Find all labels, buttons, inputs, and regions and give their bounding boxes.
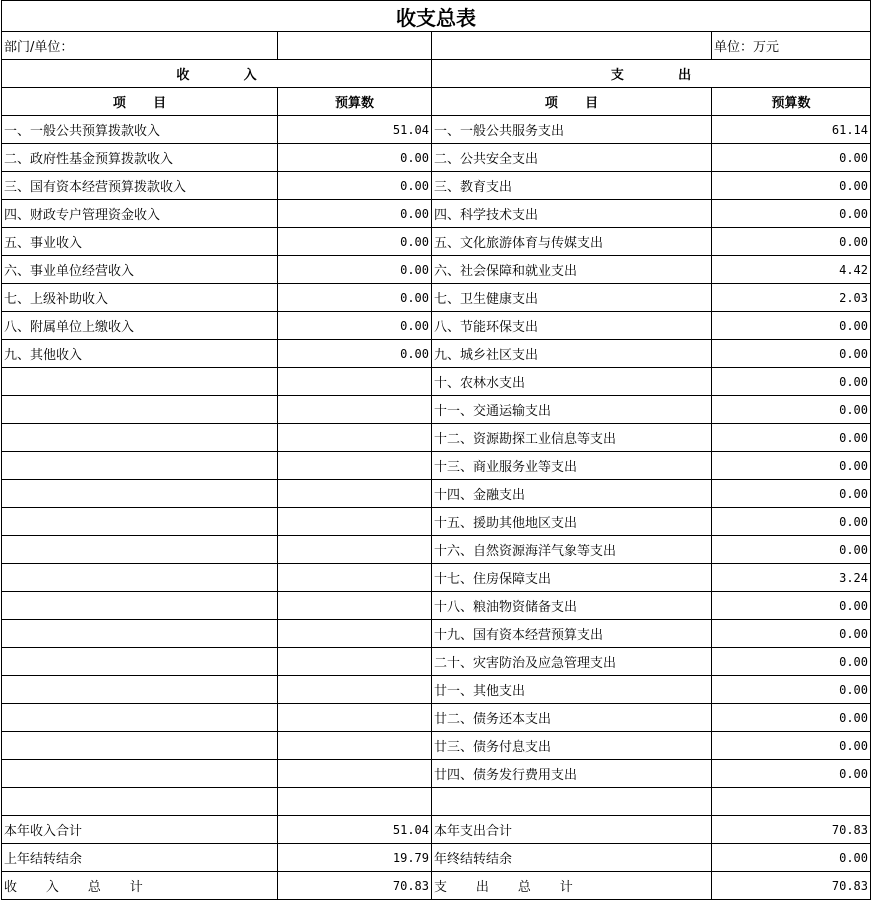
expense-item-value: 4.42 [712,256,871,284]
table-row [2,480,871,508]
table-row [2,396,871,424]
expense-item-label: 十五、援助其他地区支出 [432,508,712,536]
income-year-label [2,816,278,844]
income-item-label [2,396,278,424]
expense-item-label: 十七、住房保障支出 [432,564,712,592]
income-header [2,60,432,88]
total-row [2,816,871,844]
expense-header-text: 支 出 [610,68,692,83]
expense-item-label: 十四、金融支出 [432,480,712,508]
dept-label: 部门/单位： [2,32,278,60]
page-title: 收支总表 [2,1,871,32]
expense-item-label: 廿四、债务发行费用支出 [432,760,712,788]
table-row [2,284,871,312]
income-item-label [2,424,278,452]
year-end-value: 0.00 [712,844,871,872]
expense-item-value: 0.00 [712,704,871,732]
table-row [2,256,871,284]
expense-item-label: 十一、交通运输支出 [432,396,712,424]
income-item-label [2,760,278,788]
expense-item-value: 0.00 [712,760,871,788]
income-item-label [2,704,278,732]
table-row [2,704,871,732]
expense-total-label [432,872,712,900]
blank-cell [712,788,871,816]
income-item-value [278,648,432,676]
income-item-value [278,732,432,760]
table-row [2,452,871,480]
income-total-label [2,872,278,900]
table-row [2,564,871,592]
expense-budget-header: 预算数 [712,88,871,116]
expense-item-label: 二十、灾害防治及应急管理支出 [432,648,712,676]
expense-item-label: 四、科学技术支出 [432,200,712,228]
income-item-label [2,564,278,592]
expense-header [432,60,871,88]
expense-item-label: 六、社会保障和就业支出 [432,256,712,284]
income-total-value: 70.83 [278,872,432,900]
income-item-value [278,564,432,592]
income-budget-header: 预算数 [278,88,432,116]
dept-value [278,32,432,60]
income-item-value [278,480,432,508]
carryover-label [2,844,278,872]
income-item-value [278,620,432,648]
income-item-label: 一、一般公共预算拨款收入 [2,116,278,144]
expense-item-label: 三、教育支出 [432,172,712,200]
item-header-text: 项 目 [112,96,167,111]
expense-item-value: 0.00 [712,536,871,564]
income-item-label: 七、上级补助收入 [2,284,278,312]
income-item-label: 二、政府性基金预算拨款收入 [2,144,278,172]
income-item-value [278,508,432,536]
item-header-text: 项 目 [544,96,599,111]
income-item-label: 六、事业单位经营收入 [2,256,278,284]
income-item-label: 四、财政专户管理资金收入 [2,200,278,228]
income-item-label [2,536,278,564]
expense-total-text: 支 出 总 计 [434,880,573,895]
carryover-text: 上年结转结余 [4,852,83,867]
expense-item-label: 十八、粮油物资储备支出 [432,592,712,620]
expense-item-value: 0.00 [712,200,871,228]
income-item-value [278,396,432,424]
expense-item-value: 0.00 [712,340,871,368]
income-item-value [278,592,432,620]
income-item-label: 五、事业收入 [2,228,278,256]
expense-item-label: 十二、资源勘探工业信息等支出 [432,424,712,452]
table-row [2,592,871,620]
table-row [2,340,871,368]
expense-item-value: 0.00 [712,396,871,424]
expense-total-value: 70.83 [712,872,871,900]
table-row [2,424,871,452]
income-item-value: 0.00 [278,144,432,172]
expense-item-label: 二、公共安全支出 [432,144,712,172]
income-item-label [2,648,278,676]
income-item-label: 八、附属单位上缴收入 [2,312,278,340]
expense-item-label: 廿三、债务付息支出 [432,732,712,760]
income-item-value: 0.00 [278,172,432,200]
income-item-label [2,592,278,620]
expense-item-label: 八、节能环保支出 [432,312,712,340]
income-item-value [278,704,432,732]
table-row [2,620,871,648]
expense-year-value: 70.83 [712,816,871,844]
expense-item-label: 廿二、债务还本支出 [432,704,712,732]
table-row [2,200,871,228]
income-item-label [2,368,278,396]
blank-cell [2,788,278,816]
expense-item-value: 0.00 [712,732,871,760]
expense-item-value: 0.00 [712,228,871,256]
income-item-value [278,536,432,564]
expense-item-value: 0.00 [712,480,871,508]
income-item-value [278,424,432,452]
expense-item-value: 0.00 [712,368,871,396]
expense-item-value: 0.00 [712,648,871,676]
expense-item-value: 0.00 [712,620,871,648]
income-item-label [2,620,278,648]
blank-cell [432,788,712,816]
income-item-label [2,732,278,760]
income-item-value: 0.00 [278,284,432,312]
income-item-value: 0.00 [278,200,432,228]
expense-item-value: 0.00 [712,452,871,480]
income-item-label [2,676,278,704]
expense-item-label: 一、一般公共服务支出 [432,116,712,144]
table-row [2,536,871,564]
blank-cell [278,788,432,816]
table-row [2,508,871,536]
expense-item-value: 3.24 [712,564,871,592]
expense-item-value: 0.00 [712,508,871,536]
table-row [2,648,871,676]
table-row [2,228,871,256]
expense-item-label: 九、城乡社区支出 [432,340,712,368]
income-item-label: 九、其他收入 [2,340,278,368]
table-row [2,676,871,704]
income-item-label [2,508,278,536]
year-end-label [432,844,712,872]
expense-item-value: 2.03 [712,284,871,312]
income-item-label [2,480,278,508]
income-item-value [278,676,432,704]
carryover-value: 19.79 [278,844,432,872]
income-item-value: 0.00 [278,340,432,368]
expense-item-value: 0.00 [712,144,871,172]
income-item-value: 51.04 [278,116,432,144]
total-row [2,844,871,872]
income-item-value: 0.00 [278,256,432,284]
income-item-value [278,760,432,788]
expense-item-value: 0.00 [712,424,871,452]
table-row [2,116,871,144]
table-row [2,368,871,396]
total-row [2,872,871,900]
expense-year-label [432,816,712,844]
expense-item-value: 0.00 [712,676,871,704]
income-item-value [278,452,432,480]
expense-item-label: 五、文化旅游体育与传媒支出 [432,228,712,256]
expense-item-header [432,88,712,116]
income-year-text: 本年收入合计 [4,824,83,839]
income-header-text: 收 入 [176,68,257,83]
income-item-value: 0.00 [278,312,432,340]
table-row [2,312,871,340]
expense-item-value: 0.00 [712,312,871,340]
unit-label: 单位：万元 [712,32,871,60]
expense-item-label: 十九、国有资本经营预算支出 [432,620,712,648]
year-end-text: 年终结转结余 [434,852,513,867]
income-item-value: 0.00 [278,228,432,256]
table-row [2,144,871,172]
income-total-text: 收 入 总 计 [4,880,143,895]
header-blank [432,32,712,60]
budget-summary-table [1,0,871,900]
table-row [2,172,871,200]
table-row [2,732,871,760]
income-item-label: 三、国有资本经营预算拨款收入 [2,172,278,200]
expense-item-label: 十六、自然资源海洋气象等支出 [432,536,712,564]
expense-item-value: 0.00 [712,172,871,200]
blank-row [2,788,871,816]
income-item-label [2,452,278,480]
income-item-value [278,368,432,396]
expense-item-label: 廿一、其他支出 [432,676,712,704]
expense-year-text: 本年支出合计 [434,824,513,839]
expense-item-value: 0.00 [712,592,871,620]
table-row [2,760,871,788]
expense-item-value: 61.14 [712,116,871,144]
income-item-header [2,88,278,116]
expense-item-label: 七、卫生健康支出 [432,284,712,312]
income-year-value: 51.04 [278,816,432,844]
expense-item-label: 十三、商业服务业等支出 [432,452,712,480]
expense-item-label: 十、农林水支出 [432,368,712,396]
